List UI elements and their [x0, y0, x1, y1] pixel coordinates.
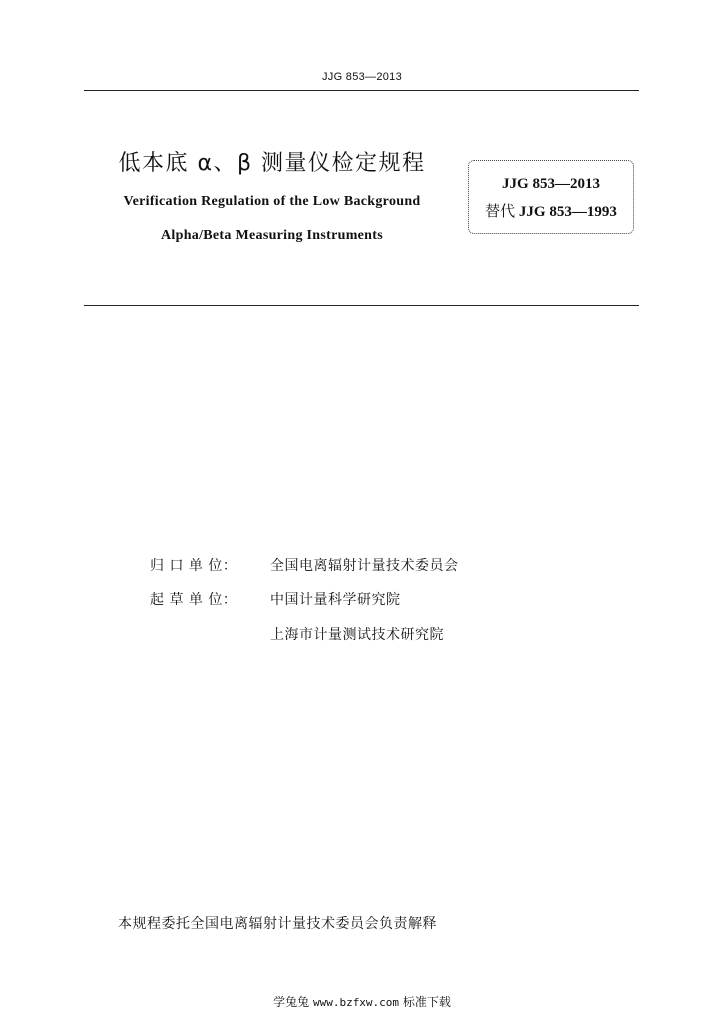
drafting-organization-row-2: [150, 624, 444, 644]
section-divider: [84, 305, 639, 306]
interpretation-note: 本规程委托全国电离辐射计量技术委员会负责解释: [118, 916, 437, 932]
standard-code-box: [468, 160, 634, 234]
responsible-organization-row: [150, 555, 459, 575]
watermark-site: 学兔兔: [273, 995, 310, 1009]
drafting-organization-value-2: 上海市计量测试技术研究院: [270, 627, 444, 643]
watermark-url: www.bzfxw.com: [312, 996, 400, 1009]
header-standard-code: JJG 853—2013: [321, 71, 403, 83]
replaced-standard-code: [468, 200, 634, 221]
title-english-line-2: Alpha/Beta Measuring Instruments: [161, 228, 383, 243]
header-divider: [84, 90, 639, 91]
title-chinese: 低本底 α、β 测量仪检定规程: [118, 151, 426, 176]
standard-code: JJG 853—2013: [502, 176, 600, 192]
drafting-organization-label: 起 草 单 位：: [150, 592, 238, 608]
watermark: [0, 993, 724, 1010]
drafting-organization-row: [150, 589, 401, 609]
responsible-organization-label: 归 口 单 位：: [150, 558, 238, 574]
responsible-organization-value: 全国电离辐射计量技术委员会: [270, 558, 459, 574]
drafting-organization-value-1: 中国计量科学研究院: [270, 592, 401, 608]
replaced-code-value: JJG 853—1993: [518, 204, 617, 220]
title-english-line-1: Verification Regulation of the Low Background: [123, 194, 421, 209]
replace-prefix: 替代: [485, 204, 516, 220]
watermark-tagline: 标准下载: [402, 995, 451, 1009]
